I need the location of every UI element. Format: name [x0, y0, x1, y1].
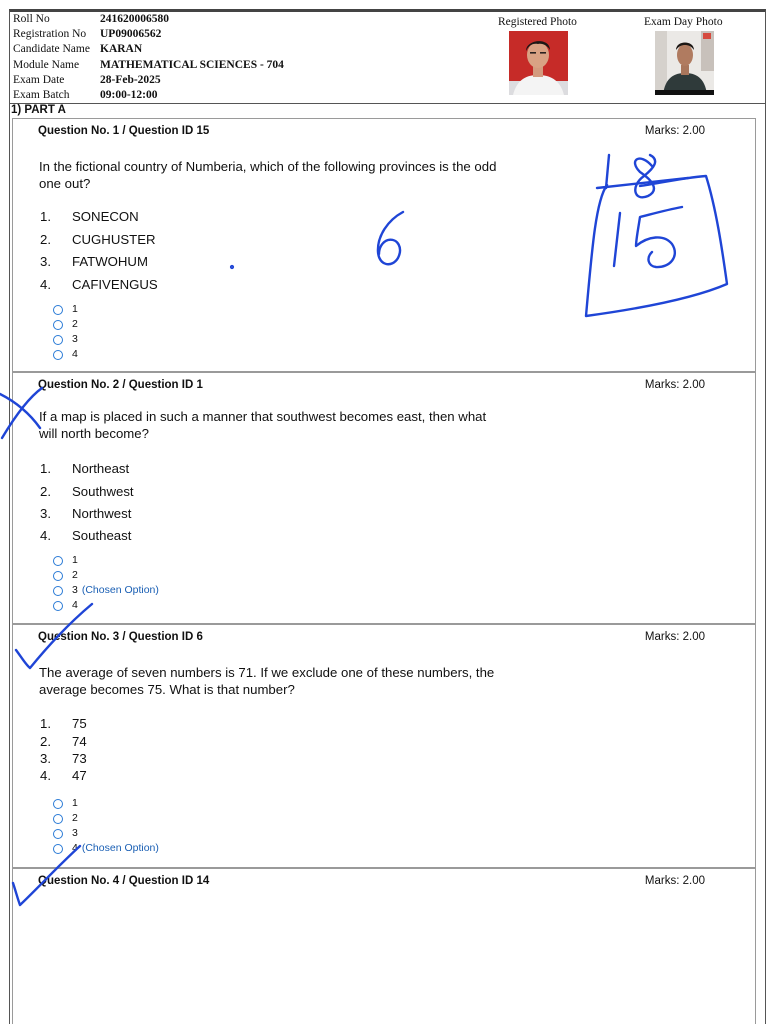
- answer-choice-chosen[interactable]: [53, 840, 159, 855]
- info-label: Roll No: [13, 13, 50, 25]
- option-text: CAFIVENGUS: [72, 277, 158, 292]
- option-item: [40, 528, 131, 543]
- radio-button[interactable]: [53, 571, 63, 581]
- option-item: [40, 209, 139, 224]
- option-number: 4.: [40, 277, 51, 292]
- radio-button[interactable]: [53, 335, 63, 345]
- option-number: 4.: [40, 768, 51, 783]
- option-number: 2.: [40, 232, 51, 247]
- option-text: 75: [72, 716, 87, 731]
- registered-photo: [509, 31, 568, 95]
- option-item: [40, 232, 156, 247]
- chosen-option-label: (Chosen Option): [81, 583, 159, 596]
- radio-button[interactable]: [53, 799, 63, 809]
- info-row-exam-batch: [13, 88, 284, 103]
- question-text-line: The average of seven numbers is 71. If we exclude one of these numbers, the: [39, 665, 495, 680]
- info-label: Registration No: [13, 28, 87, 41]
- question-text: [39, 159, 539, 192]
- radio-button[interactable]: [53, 829, 63, 839]
- answer-choice[interactable]: [53, 567, 78, 582]
- answer-choice-chosen[interactable]: [53, 582, 159, 597]
- option-item: [40, 734, 87, 749]
- radio-button[interactable]: [53, 601, 63, 611]
- info-value: 28-Feb-2025: [100, 73, 161, 86]
- option-item: [40, 277, 158, 292]
- option-text: SONECON: [72, 209, 139, 224]
- info-label: Candidate Name: [13, 43, 90, 56]
- radio-label: 2: [72, 568, 78, 581]
- option-number: 1.: [40, 209, 51, 224]
- radio-label: 1: [72, 553, 78, 566]
- question-header: Question No. 2 / Question ID 1: [38, 379, 203, 391]
- option-number: 3.: [40, 506, 51, 521]
- answer-choice[interactable]: [53, 597, 78, 612]
- question-text-line: In the fictional country of Numberia, which of the following provinces is the odd: [39, 159, 497, 174]
- option-number: 2.: [40, 734, 51, 749]
- question-marks: Marks: 2.00: [644, 125, 705, 137]
- option-item: [40, 716, 87, 731]
- question-marks: Marks: 2.00: [644, 631, 705, 643]
- question-text-line: will north become?: [39, 425, 149, 441]
- option-text: Northwest: [72, 506, 132, 521]
- info-value: MATHEMATICAL SCIENCES - 704: [100, 58, 284, 71]
- radio-button[interactable]: [53, 814, 63, 824]
- header-divider: [10, 103, 766, 104]
- radio-button[interactable]: [53, 556, 63, 566]
- option-text: CUGHUSTER: [72, 232, 156, 247]
- option-text: 74: [72, 734, 87, 749]
- question-card-4: [12, 868, 756, 1024]
- option-item: [40, 461, 129, 476]
- answer-choice[interactable]: [53, 795, 78, 810]
- info-value: 09:00-12:00: [100, 89, 158, 102]
- radio-label: 4: [72, 347, 78, 360]
- question-text: [39, 665, 539, 698]
- option-text: 73: [72, 751, 87, 766]
- option-text: FATWOHUM: [72, 254, 148, 269]
- option-text: 47: [72, 768, 87, 783]
- info-label: Module Name: [13, 58, 80, 71]
- info-label: Exam Batch: [13, 89, 70, 102]
- option-number: 1.: [40, 716, 51, 731]
- question-header: Question No. 1 / Question ID 15: [38, 125, 210, 137]
- question-card-1: [12, 118, 756, 372]
- question-text-line: average becomes 75. What is that number?: [39, 681, 295, 697]
- option-text: Southwest: [72, 484, 134, 499]
- option-number: 1.: [40, 461, 51, 476]
- radio-label: 3: [72, 583, 78, 596]
- info-row-registration-no: [13, 27, 284, 42]
- radio-label: 2: [72, 317, 78, 330]
- radio-label: 1: [72, 302, 78, 315]
- option-item: [40, 506, 131, 521]
- radio-button[interactable]: [53, 350, 63, 360]
- question-marks: Marks: 2.00: [644, 379, 705, 391]
- answer-choice[interactable]: [53, 810, 78, 825]
- question-header: Question No. 3 / Question ID 6: [38, 631, 203, 643]
- option-item: [40, 751, 87, 766]
- exam-day-photo: [655, 31, 714, 95]
- answer-choice[interactable]: [53, 346, 78, 361]
- section-title: 1) PART A: [11, 104, 66, 116]
- option-number: 3.: [40, 751, 51, 766]
- question-card-2: [12, 372, 756, 624]
- registered-photo-caption: Registered Photo: [498, 16, 577, 28]
- option-item: [40, 484, 134, 499]
- info-row-candidate-name: [13, 42, 284, 57]
- answer-choice[interactable]: [53, 825, 78, 840]
- radio-button[interactable]: [53, 586, 63, 596]
- info-value: UP09006562: [100, 28, 162, 41]
- radio-label: 4: [72, 598, 78, 611]
- answer-choice[interactable]: [53, 552, 78, 567]
- info-value: 241620006580: [100, 13, 169, 25]
- info-row-module-name: [13, 58, 284, 73]
- option-number: 4.: [40, 528, 51, 543]
- option-text: Northeast: [72, 461, 130, 476]
- option-number: 3.: [40, 254, 51, 269]
- question-text: [39, 409, 539, 442]
- radio-label: 3: [72, 826, 78, 839]
- radio-label: 2: [72, 811, 78, 824]
- info-label: Exam Date: [13, 73, 65, 86]
- option-number: 2.: [40, 484, 51, 499]
- exam-day-photo-caption: Exam Day Photo: [644, 16, 723, 28]
- answer-choice[interactable]: [53, 316, 78, 331]
- question-card-3: [12, 624, 756, 868]
- radio-label: 3: [72, 332, 78, 345]
- info-row-roll-no: [13, 12, 284, 27]
- radio-label: 4: [72, 841, 78, 854]
- info-value: KARAN: [100, 43, 143, 56]
- question-text-line: If a map is placed in such a manner that southwest becomes east, then what: [39, 409, 487, 424]
- radio-label: 1: [72, 796, 78, 809]
- option-item: [40, 254, 148, 269]
- chosen-option-label: (Chosen Option): [81, 841, 159, 854]
- question-header: Question No. 4 / Question ID 14: [38, 875, 210, 887]
- answer-choice[interactable]: [53, 301, 78, 316]
- option-text: Southeast: [72, 528, 132, 543]
- answer-choice[interactable]: [53, 331, 78, 346]
- question-text-line: one out?: [39, 175, 91, 191]
- question-marks: Marks: 2.00: [644, 875, 705, 887]
- info-row-exam-date: [13, 73, 284, 88]
- radio-button[interactable]: [53, 305, 63, 315]
- radio-button[interactable]: [53, 320, 63, 330]
- option-item: [40, 768, 87, 783]
- candidate-info: [13, 12, 284, 103]
- radio-button[interactable]: [53, 844, 63, 854]
